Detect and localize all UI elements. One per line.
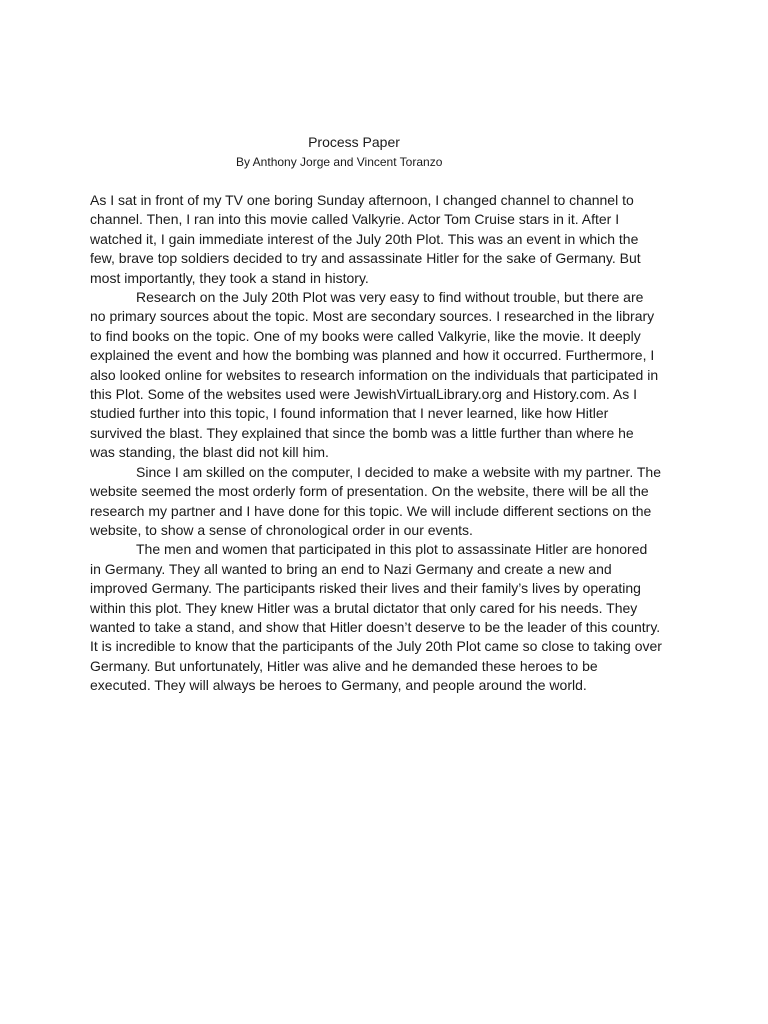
- document-byline: By Anthony Jorge and Vincent Toranzo: [236, 155, 443, 169]
- document-title: Process Paper: [308, 134, 400, 150]
- paragraph-research: Research on the July 20th Plot was very easy to find without trouble, but there are no primary sources about the topic. Most are secondary sources. I researched in the library to find books on the topic. One of my books were called Valkyrie, like the movie. It deeply explained the event and how the bombing was planned and how it occurred. Furthermore, I also looked online for websites to research information on the individuals that participated in this Plot. Some of the websites used were JewishVirtualLibrary.org and History.com. As I studied further into this topic, I found information that I never learned, like how Hitler survived the blast. They explained that since the bomb was a little further than where he was standing, the blast did not kill him.: [90, 289, 659, 461]
- paragraph-presentation: Since I am skilled on the computer, I decided to make a website with my partner. The website seemed the most orderly form of presentation. On the website, there will be all the research my partner and I have done for this topic. We will include different sections on the website, to show a sense of chronological order in our events.: [90, 463, 662, 538]
- paragraph-conclusion: The men and women that participated in this plot to assassinate Hitler are honored in Germany. They all wanted to bring an end to Nazi Germany and create a new and improved Germany. The participants risked their lives and their family’s lives by operating within this plot. They knew Hitler was a brutal dictator that only cared for his needs. They wanted to take a stand, and show that Hitler doesn’t deserve to be the leader of this country. It is incredible to know that the participants of the July 20th Plot came so close to taking over Germany. But unfortunately, Hitler was alive and he demanded these heroes to be executed. They will always be heroes to Germany, and people around the world.: [90, 541, 662, 694]
- document-body: [90, 191, 662, 696]
- paragraph-intro: As I sat in front of my TV one boring Sunday afternoon, I changed channel to channel to channel. Then, I ran into this movie called Valkyrie. Actor Tom Cruise stars in it. After I watched it, I gain immediate interest of the July 20th Plot. This was an event in which the few, brave top soldiers decided to try and assassinate Hitler for the sake of Germany. But most importantly, they took a stand in history.: [90, 192, 641, 286]
